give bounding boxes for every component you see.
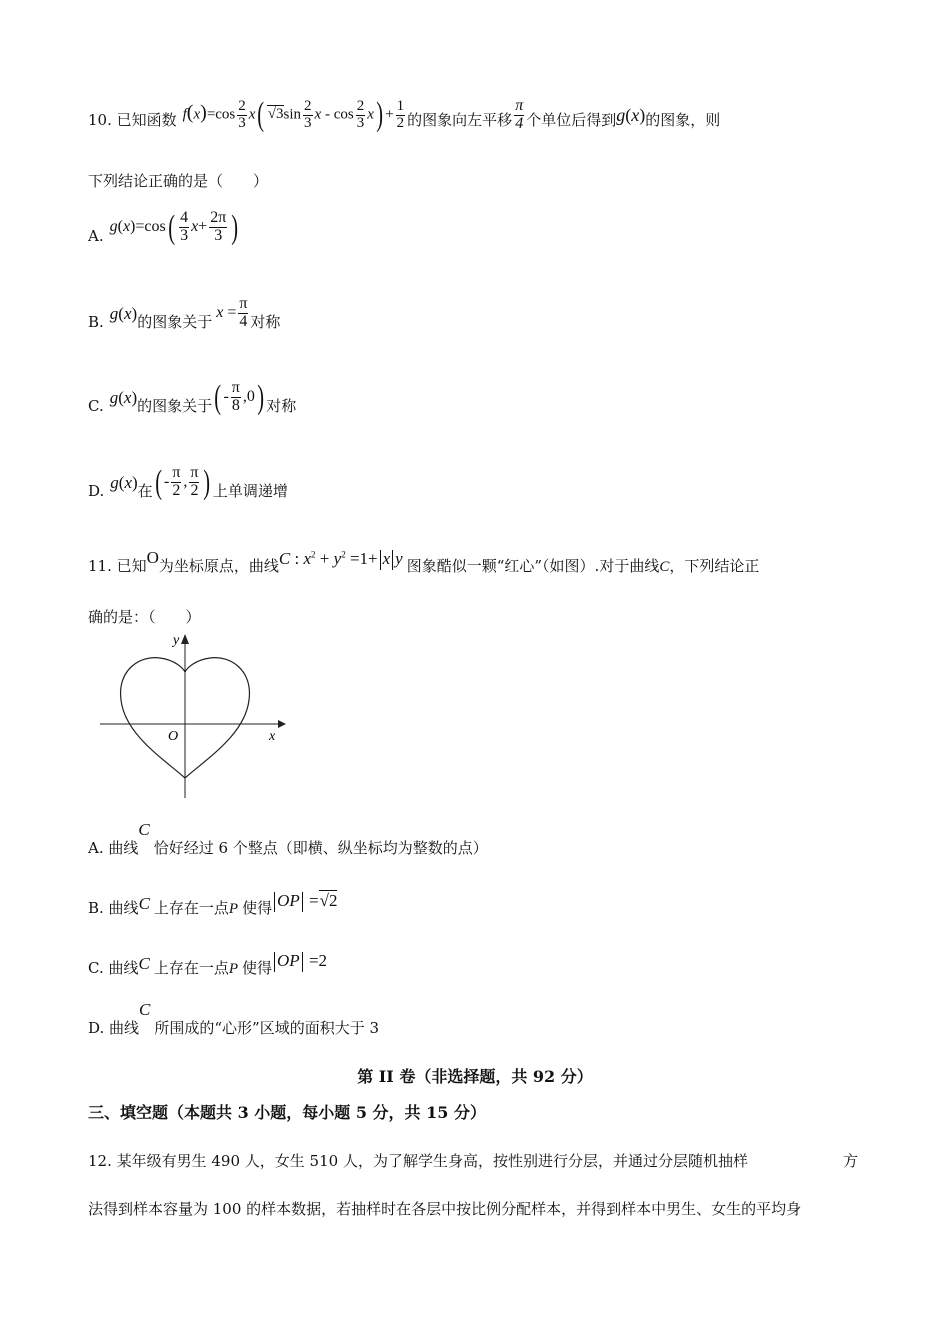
- heart-curve-figure: [95, 630, 295, 800]
- q11-option-b-text: 上存在一点: [153, 899, 229, 917]
- option-b-g: g(x): [109, 303, 138, 323]
- q11-option-d-c: C: [139, 1000, 151, 1019]
- q11-option-a-text: 恰好经过 6 个整点（即横、纵坐标均为整数的点）: [153, 839, 488, 857]
- q11-number: 11. 已知: [88, 557, 147, 575]
- q11-option-b-formula: OP =√2: [272, 891, 337, 912]
- option-d-g: g(x): [110, 472, 138, 492]
- q11-option-b[interactable]: [88, 882, 337, 918]
- option-c-label: C.: [88, 396, 104, 415]
- q12-line2: 法得到样本容量为 100 的样本数据，若抽样时在各层中按比例分配样本，并得到样本中男生、女生的平均身: [88, 1200, 802, 1218]
- option-a-formula: g(x)=cos( $\frac{4}{3}$ x+ $\frac{2\pi}{3}$ ): [109, 208, 239, 246]
- section-3-heading: 三、填空题（本题共 3 小题，每小题 5 分，共 15 分）: [88, 1103, 486, 1122]
- q11-origin: O: [146, 548, 159, 567]
- q11-option-c-c: C: [138, 954, 150, 973]
- q10-option-c[interactable]: [88, 370, 296, 425]
- q11-option-b-tail: 使得: [242, 899, 273, 917]
- q11-option-b-p: P: [228, 901, 239, 917]
- q10-option-d[interactable]: [88, 455, 288, 510]
- q10-option-b[interactable]: [88, 286, 280, 341]
- option-d-label: D.: [88, 481, 105, 500]
- q12-line1-tail: 方: [843, 1152, 859, 1170]
- option-c-tail: 对称: [266, 397, 297, 415]
- q11-option-a-c: C: [138, 820, 150, 839]
- q11-option-c-formula: OP =2: [272, 951, 327, 972]
- y-axis-label: y: [173, 633, 180, 648]
- q11-option-a-label: A. 曲线: [88, 839, 139, 857]
- q10-function-formula: f(x)=cos $\frac{2}{3}$ x( √3sin $\frac{2}{3}$ x - cos $\frac{2}{3}$ x) + $\frac{1}{2}$: [182, 96, 405, 133]
- q10-number: 10. 已知函数: [88, 110, 177, 129]
- option-c-g: g(x): [109, 387, 138, 407]
- q11-option-d-text: 所围成的“心形”区域的面积大于 3: [154, 1019, 380, 1037]
- q11-line2: 确的是：（ ）: [88, 608, 201, 626]
- q10-after-text: 个单位后得到: [526, 110, 617, 129]
- option-b-text: 的图象关于: [137, 313, 213, 331]
- option-d-formula: ( - $\frac{\pi}{2}$ , $\frac{\pi}{2}$ ): [154, 463, 211, 501]
- option-d-text: 在: [137, 482, 153, 500]
- q10-shift-text: 的图象向左平移: [407, 110, 513, 129]
- q11-option-c[interactable]: [88, 942, 327, 978]
- option-c-text: 的图象关于: [137, 397, 213, 415]
- q11-tail: ，下列结论正: [669, 557, 760, 575]
- option-b-tail: 对称: [250, 313, 281, 331]
- q10-tail: 的图象，则: [645, 110, 721, 129]
- q11-option-c-tail: 使得: [242, 959, 273, 977]
- q11-option-d-label: D. 曲线: [88, 1019, 140, 1037]
- section-2-heading: 第 II 卷（非选择题，共 92 分）: [357, 1067, 593, 1086]
- q11-line1: [88, 540, 759, 576]
- q10-g-func: g(x): [616, 104, 646, 125]
- q11-option-c-p: P: [228, 961, 239, 977]
- q10-option-a[interactable]: [88, 200, 241, 255]
- origin-label: O: [168, 729, 179, 744]
- q12-line1: 12. 某年级有男生 490 人，女生 510 人，为了解学生身高，按性别进行分层，并通过分层随机抽样: [88, 1152, 748, 1170]
- x-axis-arrow: [278, 720, 286, 728]
- option-d-tail: 上单调递增: [212, 482, 288, 500]
- q11-option-b-label: B. 曲线: [88, 899, 139, 917]
- option-b-label: B.: [88, 312, 104, 331]
- q11-curve-c: C: [659, 559, 670, 575]
- q11-option-b-c: C: [138, 894, 150, 913]
- q11-option-d[interactable]: [88, 1002, 379, 1038]
- x-axis-label: x: [269, 729, 276, 744]
- q11-text1: 为坐标原点，曲线: [158, 557, 279, 575]
- q11-option-c-label: C. 曲线: [88, 959, 139, 977]
- q11-curve-formula: C : $x^2 + y^2 =1+ x$ y: [279, 549, 403, 570]
- option-b-formula: x = $\frac{\pi}{4}$: [216, 295, 248, 330]
- q10-shift-amount: $\frac{\pi}{4}$: [515, 96, 524, 132]
- q11-option-c-text: 上存在一点: [153, 959, 229, 977]
- q11-text2: 图象酷似一颗“红心”（如图）.对于曲线: [406, 557, 660, 575]
- q10-line2: 下列结论正确的是（ ）: [88, 172, 269, 190]
- q11-option-a[interactable]: [88, 822, 488, 858]
- option-c-formula: ( - $\frac{\pi}{8}$ ,0): [214, 378, 264, 416]
- option-a-label: A.: [88, 226, 104, 245]
- q10-line1: [88, 80, 720, 150]
- y-axis-arrow: [181, 634, 189, 644]
